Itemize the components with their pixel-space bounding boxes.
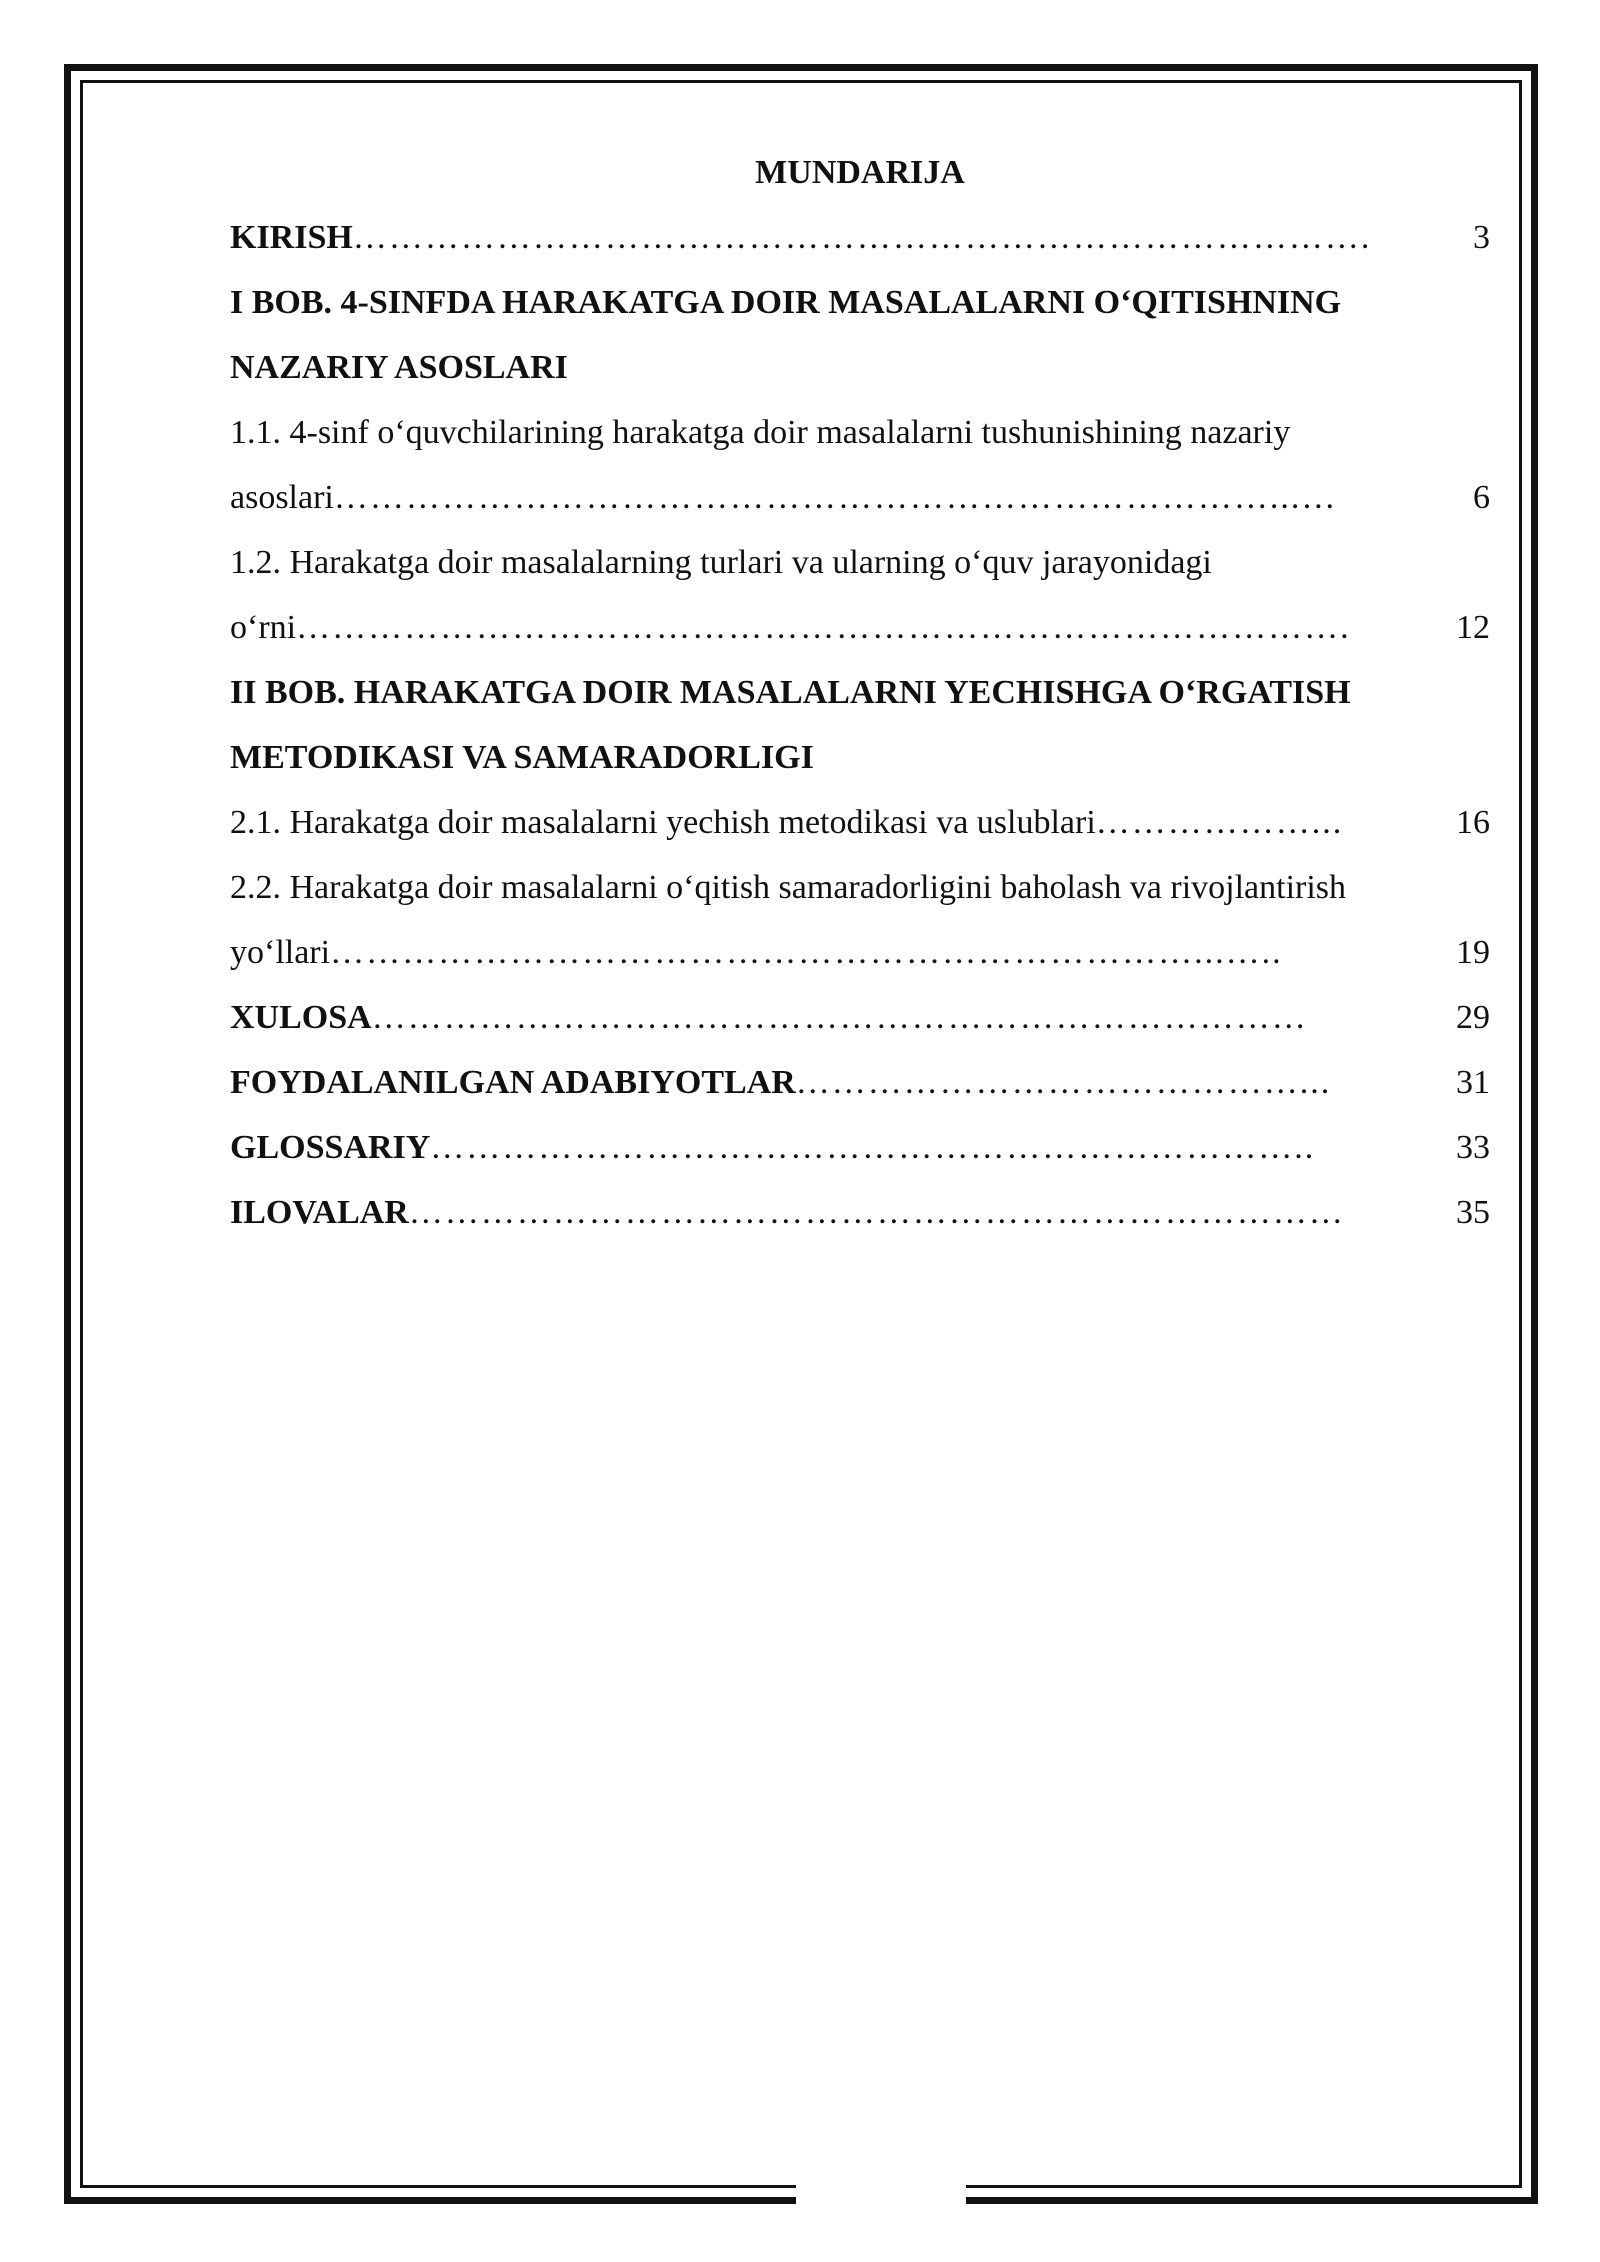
toc-label: asoslari xyxy=(230,479,334,516)
toc-entry-section-1-1 xyxy=(230,465,1490,530)
toc-entry-section-2-2 xyxy=(230,920,1490,985)
section-2-2-line-1: 2.2. Harakatga doir masalalarni o‘qitish samaradorligini baholash va rivojlantirish xyxy=(230,869,1347,906)
section-1-1-line-1: 1.1. 4-sinf o‘quvchilarining harakatga doir masalalarni tushunishining nazariy xyxy=(230,414,1291,451)
toc-dots: …………………………………………………………………… xyxy=(408,1194,1345,1231)
chapter-2-heading-line-1: II BOB. HARAKATGA DOIR MASALALARNI YECHISHGA O‘RGATISH xyxy=(230,674,1351,711)
toc-label: KIRISH xyxy=(230,219,353,256)
toc-label: FOYDALANILGAN ADABIYOTLAR xyxy=(230,1064,796,1101)
toc-dots: ……………………………………………………………………...… xyxy=(333,479,1338,516)
toc-entry-kirish xyxy=(230,205,1490,270)
table-of-contents xyxy=(230,140,1490,1245)
toc-dots: ……………………………………………………………………………. xyxy=(296,609,1351,646)
toc-page-number: 35 xyxy=(1456,1194,1490,1231)
toc-page-number: 29 xyxy=(1456,999,1490,1036)
toc-dots: ………………………………………………………………...….. xyxy=(330,934,1283,971)
toc-page-number: 6 xyxy=(1473,479,1490,516)
toc-entry-section-2-1 xyxy=(230,790,1490,855)
toc-dots: ………………... xyxy=(1095,804,1344,841)
chapter-1-heading-line-1: I BOB. 4-SINFDA HARAKATGA DOIR MASALALARNI O‘QITISHNING xyxy=(230,284,1342,321)
toc-label: o‘rni xyxy=(230,609,297,646)
toc-label: 2.1. Harakatga doir masalalarni yechish metodikasi va uslublari xyxy=(230,804,1096,841)
toc-dots: …………………………………………………………………………. xyxy=(352,219,1372,256)
toc-page-number: 19 xyxy=(1456,934,1490,971)
toc-page-number: 3 xyxy=(1473,219,1490,256)
page-title: MUNDARIJA xyxy=(755,154,965,191)
chapter-1-heading-line-2: NAZARIY ASOSLARI xyxy=(230,349,568,386)
frame-gap xyxy=(796,2180,966,2214)
chapter-2-heading-line-2: METODIKASI VA SAMARADORLIGI xyxy=(230,739,814,776)
toc-label: ILOVALAR xyxy=(230,1194,409,1231)
toc-label: XULOSA xyxy=(230,999,372,1036)
toc-dots: …………………………………………………………………… xyxy=(371,999,1308,1036)
toc-label: GLOSSARIY xyxy=(230,1129,431,1166)
toc-page-number: 12 xyxy=(1456,609,1490,646)
toc-label: yo‘llari xyxy=(230,934,331,971)
toc-dots: ……………………………………………………………….. xyxy=(430,1129,1316,1166)
toc-entry-ilovalar xyxy=(230,1180,1490,1245)
toc-entry-foydalanilgan-adabiyotlar xyxy=(230,1050,1490,1115)
toc-dots: ……………………………………... xyxy=(795,1064,1332,1101)
toc-page-number: 31 xyxy=(1456,1064,1490,1101)
section-1-2-line-1: 1.2. Harakatga doir masalalarning turlari va ularning o‘quv jarayonidagi xyxy=(230,544,1212,581)
toc-page-number: 33 xyxy=(1456,1129,1490,1166)
toc-entry-section-1-2 xyxy=(230,595,1490,660)
toc-entry-glossariy xyxy=(230,1115,1490,1180)
toc-page-number: 16 xyxy=(1456,804,1490,841)
toc-entry-xulosa xyxy=(230,985,1490,1050)
